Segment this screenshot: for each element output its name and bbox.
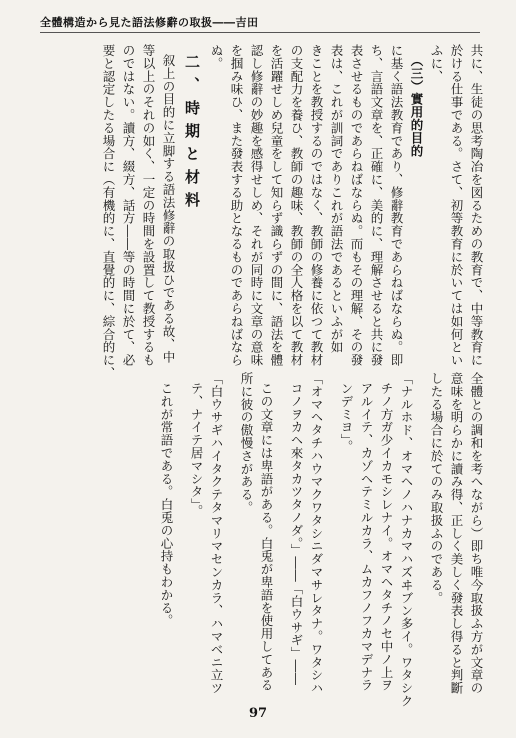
text-column: 等以上のそれの如く、一定の時間を設置して教授するも bbox=[141, 44, 156, 367]
text-column: 共に、生徒の思考陶冶を図るための教育で、中等教育に bbox=[469, 44, 484, 367]
text-column: を掴み味ひ、また發表する助となるものであらねばなら bbox=[229, 44, 244, 367]
section-subheading: （三）實用的目的 bbox=[409, 54, 424, 158]
quotation-column: 「オマヘタチハウマクワタシニダマサレタナ。ワタシハ bbox=[309, 372, 324, 695]
section-heading: 二、時期と材料 bbox=[183, 54, 201, 215]
quotation-column: 「ナルホド、オマヘノハナカマハズヰブン多イ。ワタシク bbox=[399, 372, 414, 708]
text-column: を活躍せしめ兒童をして知らず識らずの間に、語法を體 bbox=[269, 44, 284, 367]
column-gap bbox=[276, 372, 286, 667]
column-gap bbox=[226, 372, 236, 667]
text-column: 表は、これが訓詞でありこれが語法であるといふが如 bbox=[329, 44, 344, 354]
quotation-column: ンデミヨ」。 bbox=[339, 382, 354, 454]
quotation-column: テ、ナイテ居マシタ」。 bbox=[189, 382, 204, 518]
text-column: ふに、 bbox=[429, 44, 444, 83]
text-column: これが常語である。白兎の心持もわかる。 bbox=[159, 382, 174, 628]
column-gap bbox=[326, 372, 336, 667]
page-number: 97 bbox=[248, 706, 268, 721]
text-column: 要と認定したる場合に（有機的に、直覺的に、綜合的に、 bbox=[101, 44, 116, 380]
text-column: 全體との調和を考へながら）即ち唯今取扱ふ方が文章の bbox=[469, 372, 484, 695]
text-column: この文章には卑語がある。白兎が卑語を使用してある bbox=[259, 382, 274, 692]
text-column: 於ける仕事である。さて、初等教育に於いては如何とい bbox=[449, 44, 464, 367]
text-column: ぬ。 bbox=[209, 44, 224, 70]
column-gap bbox=[176, 372, 186, 667]
text-column: 表させるものであらねばならぬ。而もその理解、その發 bbox=[349, 44, 364, 367]
quotation-column: 「白ウサギハイタクテタマリマセンカラ、ハマベニ立ツ bbox=[209, 372, 224, 695]
text-column: 叙上の目的に立脚する語法修辭の取扱ひである故、中 bbox=[161, 54, 176, 364]
text-column: 意味を明らかに讀み得、正しく美しく發表し得ると判斷 bbox=[449, 372, 464, 695]
running-header: 全體構造から見た語法修辭の取扱――吉田 bbox=[40, 16, 259, 29]
text-column: 所に彼の傲慢さがある。 bbox=[239, 372, 254, 514]
text-column: の支配力を養ひ、教師の趣味、教師の全人格を以て教材 bbox=[289, 44, 304, 367]
header-rule bbox=[40, 32, 480, 33]
text-column: きことを教授するのではなく、教師の修養に依つて教材 bbox=[309, 44, 324, 367]
text-column: 認し修辭の妙趣を感得せしめ、それが同時に文章の意味 bbox=[249, 44, 264, 367]
upper-text-block bbox=[98, 44, 486, 380]
text-column: ち、言語文章を、正確に、美的に、理解させると共に發 bbox=[369, 44, 384, 367]
quotation-column: アルイテ、カゾヘテミルカラ、ムカフノフカマデナラ bbox=[359, 382, 374, 692]
quotation-column: チノ方ガ少イカモシレナイ。オマヘタチノセ中ノ上ヲ bbox=[379, 382, 394, 692]
lower-text-block bbox=[156, 372, 486, 708]
text-column: に基く語法教育であり、修辭教育であらねばならぬ。即 bbox=[389, 44, 404, 367]
text-column: したる場合に於てのみ取扱ふのである。 bbox=[429, 372, 444, 605]
column-gap bbox=[416, 372, 426, 667]
quotation-column: コノヲカヘ來タカツタノダ。」――「白ウサギ」―― bbox=[289, 382, 304, 686]
text-column: のではない。讀方、綴方、話方――等の時間に於て、必 bbox=[121, 44, 136, 367]
